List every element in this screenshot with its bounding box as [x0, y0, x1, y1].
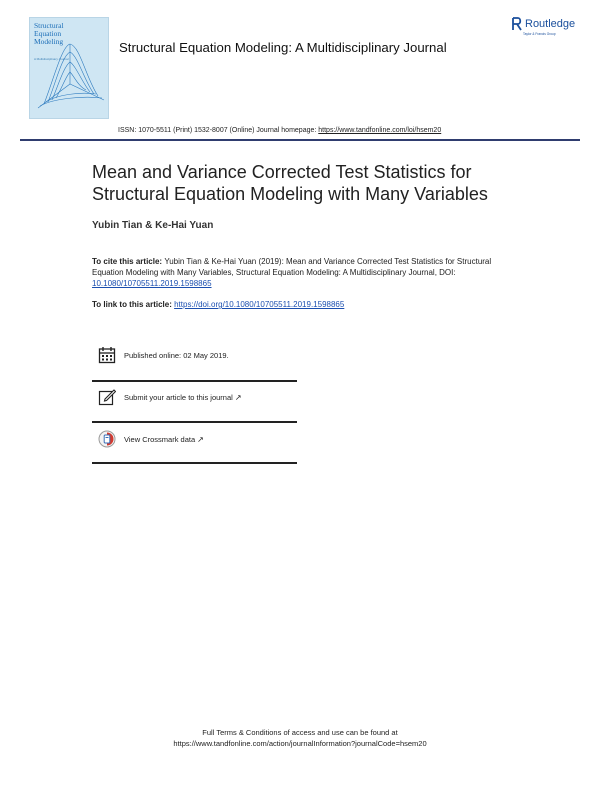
header-divider [20, 139, 580, 141]
crossmark-link[interactable]: View Crossmark data [124, 434, 196, 444]
cover-subtitle: A Multidisciplinary Journal [34, 57, 69, 61]
calendar-icon [98, 346, 116, 364]
journal-title: Structural Equation Modeling: A Multidisciplinary Journal [119, 40, 447, 55]
routledge-r-icon [511, 17, 523, 31]
crossmark-row[interactable] [98, 430, 204, 448]
cover-title-line: Structural [34, 21, 64, 30]
article-link[interactable]: https://doi.org/10.1080/10705511.2019.1598865 [174, 300, 345, 309]
submit-article-link[interactable]: Submit your article to this journal [124, 392, 233, 402]
cover-title-line: Modeling [34, 37, 64, 46]
citation-label: To cite this article: [92, 257, 165, 266]
article-title-line: Structural Equation Modeling with Many Variables [92, 184, 488, 204]
article-authors: Yubin Tian & Ke-Hai Yuan [92, 220, 214, 231]
external-link-icon: ↗ [197, 434, 204, 444]
journal-homepage-link[interactable]: https://www.tandfonline.com/loi/hsem20 [318, 127, 442, 134]
submit-article-row[interactable] [98, 388, 242, 406]
edit-icon [98, 388, 116, 406]
issn-text: ISSN: 1070-5511 (Print) 1532-8007 (Online) Journal homepage: [118, 127, 319, 134]
info-divider [92, 421, 297, 423]
published-online-text: Published online: 02 May 2019. [124, 350, 229, 360]
publisher-logo [511, 17, 575, 36]
doi-link[interactable]: 10.1080/10705511.2019.1598865 [92, 279, 212, 288]
external-link-icon: ↗ [234, 392, 242, 402]
article-link-label: To link to this article: [92, 300, 175, 309]
publisher-name: Routledge [525, 18, 576, 30]
publisher-tagline: Taylor & Francis Group [523, 32, 556, 36]
published-online-row [98, 346, 229, 364]
terms-link[interactable]: https://www.tandfonline.com/action/journalInformation?journalCode=hsem20 [173, 739, 427, 748]
article-link-block [92, 300, 344, 309]
issn-line [118, 127, 441, 134]
citation-text: Yubin Tian & Ke-Hai Yuan (2019): Mean and Variance Corrected Test Statistics for Structural Equation Modeling with Many Variables, Structural Equation Modeling: A Multidisciplinary Journal, DOI: [92, 257, 492, 277]
info-divider [92, 380, 297, 382]
citation-block [92, 256, 512, 289]
cover-title-line: Equation [34, 29, 62, 38]
terms-footer [0, 727, 600, 749]
terms-text: Full Terms & Conditions of access and use can be found at [202, 728, 398, 737]
info-divider [92, 462, 297, 464]
article-title-line: Mean and Variance Corrected Test Statistics for [92, 162, 472, 182]
article-title [92, 161, 552, 205]
crossmark-icon [98, 430, 116, 448]
cover-surface-graphic [34, 38, 106, 114]
journal-cover [29, 17, 109, 119]
